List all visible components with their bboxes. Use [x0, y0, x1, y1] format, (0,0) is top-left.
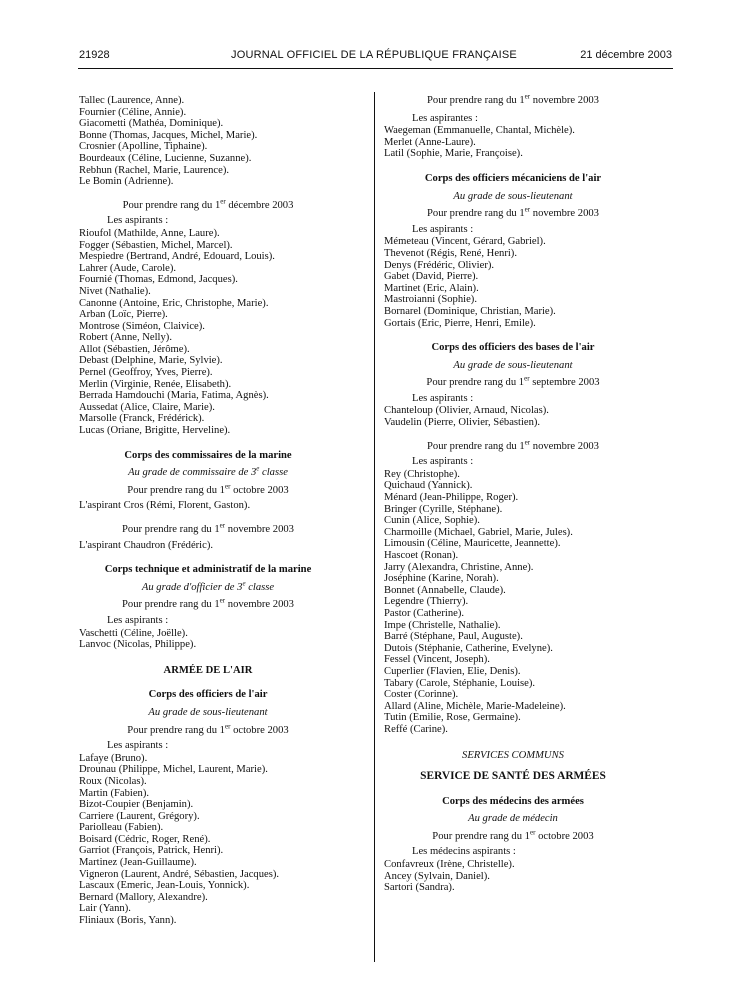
- name-entry: Joséphine (Karine, Norah).: [384, 573, 499, 585]
- rank-date: Pour prendre rang du 1er octobre 2003: [432, 828, 594, 842]
- name-entry: Charmoille (Michael, Gabriel, Marie, Jules).: [384, 526, 573, 538]
- name-entry: Pernel (Geoffroy, Yves, Pierre).: [79, 367, 213, 379]
- name-entry: Allot (Sébastien, Jérôme).: [79, 343, 190, 355]
- name-entry: Lair (Yann).: [79, 903, 131, 915]
- name-list: [384, 236, 642, 329]
- name-entry: Rey (Christophe).: [384, 468, 460, 480]
- name-entry: Crosnier (Apolline, Tiphaine).: [79, 141, 208, 153]
- rank-date: Pour prendre rang du 1er novembre 2003: [122, 521, 294, 535]
- name-entry: Gortais (Eric, Pierre, Henri, Emile).: [384, 317, 536, 329]
- name-entry: Montrose (Siméon, Claivice).: [79, 320, 205, 332]
- name-entry: Allard (Aline, Michèle, Marie-Madeleine).: [384, 700, 566, 712]
- list-label: Les aspirants :: [412, 392, 474, 404]
- name-entry: Pastor (Catherine).: [384, 607, 465, 619]
- name-entry: Bringer (Cyrille, Stéphane).: [384, 503, 503, 515]
- corps-heading: Corps des officiers mécaniciens de l'air: [424, 172, 602, 184]
- rank-date: Pour prendre rang du 1er octobre 2003: [127, 482, 289, 496]
- name-entry: Mastroianni (Sophie).: [384, 294, 477, 306]
- name-entry: Tabary (Carole, Stéphanie, Louise).: [384, 677, 536, 689]
- name-entry: Cuperlier (Flavien, Elie, Denis).: [384, 665, 521, 677]
- section-heading: ARMÉE DE L'AIR: [163, 664, 253, 676]
- name-entry: Fournier (Céline, Annie).: [79, 106, 187, 118]
- name-entry: Giacometti (Mathéa, Dominique).: [79, 118, 224, 130]
- name-entry: Bornarel (Dominique, Christian, Marie).: [384, 305, 556, 317]
- rank-date: Pour prendre rang du 1er septembre 2003: [426, 374, 600, 389]
- name-entry: Berrada Hamdouchi (Maria, Fatima, Agnès).: [79, 390, 269, 402]
- name-entry: Fournié (Thomas, Edmond, Jacques).: [79, 274, 238, 286]
- name-entry: Dutois (Stéphanie, Catherine, Evelyne).: [384, 642, 553, 654]
- name-entry: Fogger (Sébastien, Michel, Marcel).: [79, 239, 233, 251]
- corps-heading: Corps des officiers des bases de l'air: [431, 342, 595, 354]
- name-entry: Mespiedre (Bertrand, André, Edouard, Louis).: [79, 251, 275, 263]
- name-entry: Impe (Christelle, Nathalie).: [384, 619, 501, 631]
- name-entry: Marsolle (Franck, Frédérick).: [79, 413, 205, 425]
- name-entry: Lanvoc (Nicolas, Philippe).: [79, 639, 197, 651]
- corps-heading: Corps des médecins des armées: [442, 795, 584, 807]
- name-entry: Roux (Nicolas).: [79, 775, 147, 787]
- page-number: 21928: [79, 49, 110, 61]
- name-entry: Nivet (Nathalie).: [79, 285, 151, 297]
- name-entry: Ménard (Jean-Philippe, Roger).: [384, 492, 519, 504]
- corps-heading: Corps technique et administratif de la marine: [104, 564, 312, 576]
- name-entry: Latil (Sophie, Marie, Françoise).: [384, 148, 523, 160]
- name-entry: Debast (Delphine, Marie, Sylvie).: [79, 355, 223, 367]
- name-entry: Drounau (Philippe, Michel, Laurent, Marie).: [79, 764, 268, 776]
- name-entry: Vaschetti (Céline, Joëlle).: [79, 627, 188, 639]
- list-label: Les aspirants :: [107, 215, 169, 227]
- left-column: [79, 95, 337, 927]
- grade-heading: Au grade de commissaire de 3e classe: [128, 464, 288, 479]
- name-entry: Fliniaux (Boris, Yann).: [79, 915, 177, 927]
- name-list: [384, 859, 642, 894]
- name-entry: Martinez (Jean-Guillaume).: [79, 857, 197, 869]
- name-entry: Sartori (Sandra).: [384, 882, 455, 894]
- name-list: [384, 469, 642, 736]
- list-label: Les aspirants :: [107, 740, 169, 752]
- name-entry: Aussedat (Alice, Claire, Marie).: [79, 401, 215, 413]
- single-entry: L'aspirant Chaudron (Frédéric).: [79, 539, 213, 551]
- page-header: [0, 49, 748, 63]
- grade-heading: Au grade de sous-lieutenant: [148, 706, 268, 718]
- name-entry: Lahrer (Aude, Carole).: [79, 262, 177, 274]
- name-entry: Bourdeaux (Céline, Lucienne, Suzanne).: [79, 152, 252, 164]
- list-label: Les aspirantes :: [412, 112, 478, 124]
- name-list: [384, 405, 642, 428]
- name-entry: Bonnet (Annabelle, Claude).: [384, 584, 506, 596]
- issue-date: 21 décembre 2003: [580, 49, 672, 61]
- name-entry: Waegeman (Emmanuelle, Chantal, Michèle).: [384, 125, 575, 137]
- name-entry: Bonne (Thomas, Jacques, Michel, Marie).: [79, 129, 258, 141]
- name-entry: Cunin (Alice, Sophie).: [384, 515, 480, 527]
- name-entry: Hascoet (Ronan).: [384, 550, 459, 561]
- rank-date: Pour prendre rang du 1er octobre 2003: [127, 722, 289, 736]
- rank-date: Pour prendre rang du 1er décembre 2003: [122, 197, 294, 211]
- name-entry: Quichaud (Yannick).: [384, 480, 473, 492]
- name-entry: Gabet (David, Pierre).: [384, 271, 479, 283]
- name-entry: Chanteloup (Olivier, Arnaud, Nicolas).: [384, 405, 549, 417]
- name-entry: Rioufol (Mathilde, Anne, Laure).: [79, 227, 220, 239]
- column-divider: [374, 92, 375, 962]
- right-column: [384, 92, 642, 894]
- journal-title: JOURNAL OFFICIEL DE LA RÉPUBLIQUE FRANÇAISE: [231, 49, 517, 61]
- name-entry: Legendre (Thierry).: [384, 596, 469, 608]
- name-entry: Merlin (Virginie, Renée, Elisabeth).: [79, 378, 232, 390]
- name-entry: Thevenot (Régis, René, Henri).: [384, 247, 517, 259]
- name-entry: Vigneron (Laurent, André, Sébastien, Jacques).: [79, 868, 279, 880]
- name-entry: Fessel (Vincent, Joseph).: [384, 654, 490, 666]
- name-entry: Tallec (Laurence, Anne).: [79, 95, 185, 106]
- name-entry: Coster (Corinne).: [384, 689, 459, 701]
- list-label: Les aspirants :: [412, 223, 474, 235]
- name-entry: Lafaye (Bruno).: [79, 752, 148, 764]
- section-heading: SERVICES COMMUNS: [462, 749, 564, 761]
- name-entry: Bernard (Mallory, Alexandre).: [79, 891, 208, 903]
- name-entry: Martinet (Eric, Alain).: [384, 282, 479, 294]
- single-entry: L'aspirant Cros (Rémi, Florent, Gaston).: [79, 500, 251, 512]
- grade-heading: Au grade de sous-lieutenant: [453, 359, 573, 371]
- name-entry: Carriere (Laurent, Grégory).: [79, 810, 200, 822]
- name-entry: Reffé (Carine).: [384, 723, 448, 735]
- rank-date: Pour prendre rang du 1er novembre 2003: [427, 92, 599, 106]
- section-heading: SERVICE DE SANTÉ DES ARMÉES: [420, 770, 606, 783]
- name-entry: Tutin (Emilie, Rose, Germaine).: [384, 712, 521, 724]
- name-list: [384, 125, 642, 160]
- name-entry: Le Bomin (Adrienne).: [79, 176, 174, 188]
- name-entry: Vaudelin (Pierre, Olivier, Sébastien).: [384, 417, 541, 429]
- name-entry: Boisard (Cédric, Roger, René).: [79, 833, 211, 845]
- name-entry: Martin (Fabien).: [79, 787, 150, 799]
- name-entry: Canonne (Antoine, Eric, Christophe, Marie).: [79, 297, 269, 309]
- name-entry: Barré (Stéphane, Paul, Auguste).: [384, 631, 523, 643]
- name-entry: Bizot-Coupier (Benjamin).: [79, 799, 194, 811]
- name-entry: Robert (Anne, Nelly).: [79, 332, 172, 344]
- list-label: Les aspirants :: [107, 614, 169, 626]
- list-label: Les médecins aspirants :: [412, 846, 516, 858]
- name-list: [79, 228, 337, 437]
- name-entry: Lascaux (Emeric, Jean-Louis, Yonnick).: [79, 880, 250, 892]
- rank-date: Pour prendre rang du 1er novembre 2003: [427, 205, 599, 220]
- header-rule: [78, 68, 673, 69]
- grade-heading: Au grade de sous-lieutenant: [453, 190, 573, 202]
- name-entry: Denys (Frédéric, Olivier).: [384, 259, 495, 271]
- grade-heading: Au grade d'officier de 3e classe: [141, 579, 275, 593]
- name-entry: Ancey (Sylvain, Daniel).: [384, 870, 490, 882]
- name-entry: Pariolleau (Fabien).: [79, 822, 164, 834]
- name-entry: Confavreux (Irène, Christelle).: [384, 859, 515, 871]
- name-entry: Arban (Loïc, Pierre).: [79, 309, 168, 321]
- name-entry: Jarry (Alexandra, Christine, Anne).: [384, 561, 534, 573]
- name-entry: Limousin (Céline, Mauricette, Jeannette).: [384, 538, 561, 550]
- name-entry: Garriot (François, Patrick, Henri).: [79, 845, 224, 857]
- name-entry: Mémeteau (Vincent, Gérard, Gabriel).: [384, 236, 546, 248]
- corps-heading: Corps des officiers de l'air: [148, 689, 268, 701]
- name-list: [79, 95, 337, 188]
- grade-heading: Au grade de médecin: [468, 813, 558, 825]
- name-entry: Rebhun (Rachel, Marie, Laurence).: [79, 164, 230, 176]
- rank-date: Pour prendre rang du 1er novembre 2003: [427, 438, 599, 452]
- name-entry: Lucas (Oriane, Brigitte, Herveline).: [79, 425, 231, 437]
- name-entry: Merlet (Anne-Laure).: [384, 136, 476, 148]
- corps-heading: Corps des commissaires de la marine: [124, 449, 292, 461]
- list-label: Les aspirants :: [412, 456, 474, 468]
- rank-date: Pour prendre rang du 1er novembre 2003: [122, 596, 294, 611]
- name-list: [79, 628, 337, 651]
- name-list: [79, 753, 337, 927]
